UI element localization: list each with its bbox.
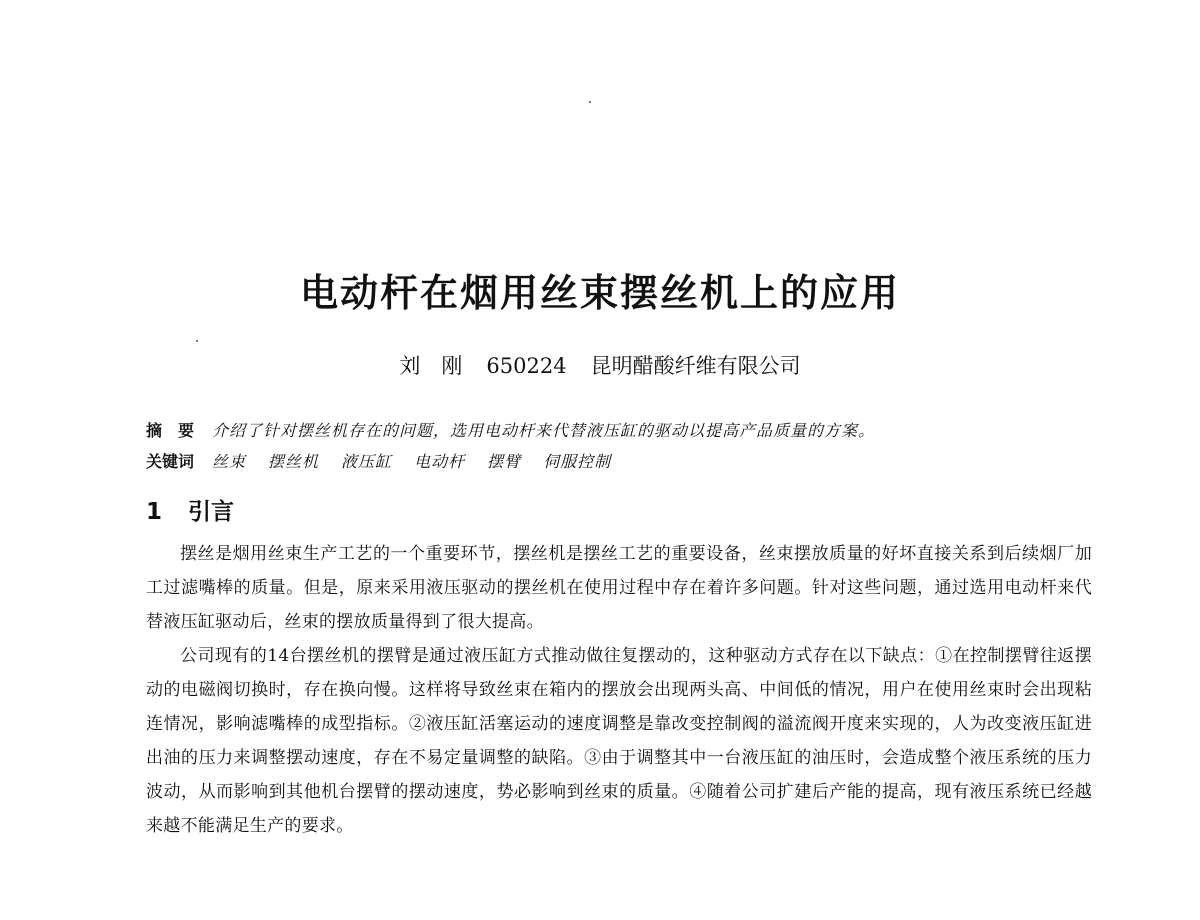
keywords bbox=[146, 449, 1106, 472]
author-affiliation: 昆明醋酸纤维有限公司 bbox=[590, 354, 801, 378]
keywords-label: 关键词 bbox=[146, 452, 195, 471]
keyword-item: 电动杆 bbox=[414, 452, 466, 471]
body-paragraph: 摆丝是烟用丝束生产工艺的一个重要环节，摆丝机是摆丝工艺的重要设备，丝束摆放质量的好坏直接关系到后续烟厂加工过滤嘴棒的质量。但是，原来采用液压驱动的摆丝机在使用过程中存在着许多问题。针对这些问题，通过选用电动杆来代替液压缸驱动后，丝束的摆放质量得到了很大提高。 bbox=[146, 544, 1092, 632]
body-paragraph: 公司现有的14台摆丝机的摆臂是通过液压缸方式推动做往复摆动的，这种驱动方式存在以下缺点：①在控制摆臂往返摆动的电磁阀切换时，存在换向慢。这样将导致丝束在箱内的摆放会出现两头高、中间低的情况，用户在使用丝束时会出现粘连情况，影响滤嘴棒的成型指标。②液压缸活塞运动的速度调整是靠改变控制阀的溢流阀开度来实现的，人为改变液压缸进出油的压力来调整摆动速度，存在不易定量调整的缺陷。③由于调整其中一台液压缸的油压时，会造成整个液压系统的压力波动，从而影响到其他机台摆臂的摆动速度，势必影响到丝束的质量。④随着公司扩建后产能的提高，现有液压系统已经越来越不能满足生产的要求。 bbox=[146, 646, 1092, 836]
abstract bbox=[146, 418, 1106, 441]
scan-speck bbox=[196, 340, 198, 342]
keyword-item: 液压缸 bbox=[341, 452, 393, 471]
keyword-item: 摆臂 bbox=[487, 452, 522, 471]
abstract-label: 摘 要 bbox=[146, 421, 195, 440]
abstract-text: 介绍了针对摆丝机存在的问题，选用电动杆来代替液压缸的驱动以提高产品质量的方案。 bbox=[212, 421, 876, 440]
section-body bbox=[146, 537, 1092, 843]
paper-title: 电动杆在烟用丝束摆丝机上的应用 bbox=[299, 270, 900, 315]
scan-speck bbox=[589, 101, 591, 103]
keyword-item: 伺服控制 bbox=[543, 452, 612, 471]
section-number: 1 bbox=[146, 499, 163, 525]
section-title: 引言 bbox=[188, 499, 235, 525]
keyword-item: 丝束 bbox=[212, 452, 247, 471]
keyword-item: 摆丝机 bbox=[268, 452, 320, 471]
section-heading bbox=[146, 493, 234, 526]
author-postcode: 650224 bbox=[486, 354, 567, 378]
author-name: 刘 刚 bbox=[399, 354, 463, 378]
author-line bbox=[0, 350, 1200, 380]
